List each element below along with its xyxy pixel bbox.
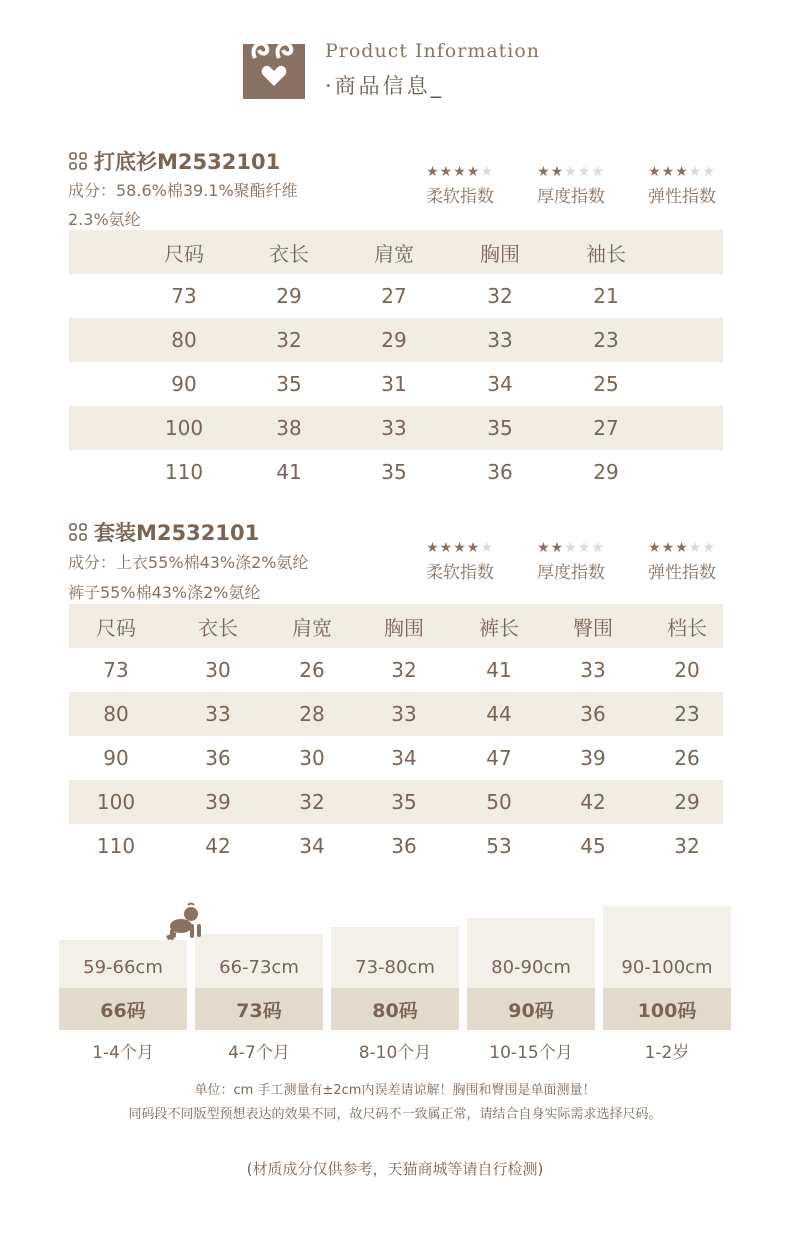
table-cell: 90: [171, 372, 197, 396]
star-rating: [627, 540, 737, 556]
table-cell: 33: [381, 416, 407, 440]
table-cell: 28: [299, 702, 325, 726]
table-header-cell: 衣长: [269, 241, 309, 266]
table-cell: 110: [164, 460, 204, 484]
size-bar: [195, 934, 323, 1030]
star-icon: ★: [661, 164, 676, 180]
table-cell: 27: [593, 416, 619, 440]
table-cell: 21: [593, 284, 619, 308]
star-icon: ★: [675, 164, 689, 180]
table-cell: 26: [299, 658, 325, 682]
star-icon: ★: [702, 540, 716, 556]
table-cell: 45: [580, 834, 606, 858]
note-line-1: 单位：cm 手工测量有±2cm内误差请谅解！胸围和臀围是单面测量！: [194, 1083, 596, 1098]
star-icon: ★: [453, 540, 467, 556]
footer-note: (材质成分仅供参考，天猫商城等请自行检测): [246, 1160, 544, 1178]
product-2-composition-2: 裤子55%棉43%涤2%氨纶: [68, 583, 261, 602]
size-code: 90码: [467, 988, 595, 1030]
table-cell: 35: [487, 416, 513, 440]
table-header-cell: 胸围: [480, 241, 520, 266]
size-age-range: 10-15个月: [489, 1043, 573, 1063]
table-header-cell: 肩宽: [374, 241, 414, 266]
table-row: [69, 824, 723, 868]
table-cell: 80: [171, 328, 197, 352]
star-icon: ★: [466, 164, 481, 180]
table-header-cell: 袖长: [586, 241, 626, 266]
table-cell: 20: [674, 658, 700, 682]
table-cell: 44: [486, 702, 512, 726]
rating-label: 弹性指数: [648, 187, 716, 207]
table-cell: 53: [486, 834, 512, 858]
star-icon: ★: [550, 540, 565, 556]
table-cell: 27: [381, 284, 407, 308]
product-2-name: 套装M2532101: [94, 521, 260, 545]
note-line-2: 同码段不同版型预想表达的效果不同，故尺码不一致属正常，请结合自身实际需求选择尺码。: [128, 1107, 662, 1122]
product-1-name: 打底衫M2532101: [94, 150, 281, 174]
table-cell: 32: [276, 328, 302, 352]
size-bar: [603, 906, 731, 1030]
table-cell: 33: [487, 328, 513, 352]
table-row: [69, 362, 723, 406]
star-icon: ★: [480, 164, 494, 180]
table-cell: 47: [486, 746, 512, 770]
size-height-range: 90-100cm: [603, 906, 731, 988]
star-icon: ★: [439, 540, 454, 556]
table-cell: 29: [276, 284, 302, 308]
star-icon: ★: [564, 164, 578, 180]
star-icon: ★: [550, 164, 565, 180]
header-title-cn: ·商品信息_: [325, 74, 445, 98]
size-code: 66码: [59, 988, 187, 1030]
star-icon: ★: [426, 164, 440, 180]
table-cell: 50: [486, 790, 512, 814]
star-icon: ★: [426, 540, 440, 556]
table-cell: 73: [103, 658, 129, 682]
table-cell: 26: [674, 746, 700, 770]
rating-label: 弹性指数: [648, 563, 716, 583]
table-header-cell: 胸围: [384, 615, 424, 640]
star-icon: ★: [564, 540, 578, 556]
table-cell: 39: [580, 746, 606, 770]
table-cell: 36: [391, 834, 417, 858]
product-1-size-table: [69, 230, 723, 494]
table-header-row: [69, 604, 723, 648]
star-icon: ★: [577, 540, 592, 556]
rating-2: [516, 164, 626, 207]
table-header-cell: 尺码: [164, 241, 204, 266]
table-row: [69, 648, 723, 692]
size-height-range: 80-90cm: [467, 918, 595, 988]
table-cell: 25: [593, 372, 619, 396]
star-rating: [405, 540, 515, 556]
star-icon: ★: [675, 540, 689, 556]
star-icon: ★: [702, 164, 716, 180]
table-header-cell: 尺码: [96, 615, 136, 640]
table-header-cell: 裤长: [479, 615, 519, 640]
table-row: [69, 406, 723, 450]
star-icon: ★: [648, 164, 662, 180]
size-code: 73码: [195, 988, 323, 1030]
table-cell: 30: [299, 746, 325, 770]
table-cell: 41: [276, 460, 302, 484]
star-rating: [516, 540, 626, 556]
table-cell: 35: [381, 460, 407, 484]
size-age-range: 8-10个月: [358, 1043, 432, 1063]
table-row: [69, 692, 723, 736]
size-age-range: 1-4个月: [92, 1043, 154, 1063]
table-cell: 32: [391, 658, 417, 682]
table-cell: 100: [164, 416, 204, 440]
table-row: [69, 274, 723, 318]
table-cell: 30: [205, 658, 231, 682]
rating-1: [405, 164, 515, 207]
star-icon: ★: [591, 540, 605, 556]
table-cell: 36: [205, 746, 231, 770]
table-cell: 42: [205, 834, 231, 858]
rating-2: [516, 540, 626, 583]
size-bar: [59, 940, 187, 1030]
table-cell: 110: [96, 834, 136, 858]
table-cell: 33: [391, 702, 417, 726]
size-age-range: 1-2岁: [644, 1043, 690, 1063]
table-cell: 80: [103, 702, 129, 726]
star-icon: ★: [661, 540, 676, 556]
star-icon: ★: [591, 164, 605, 180]
grid-icon: [68, 151, 88, 171]
rating-3: [627, 540, 737, 583]
table-header-cell: 臀围: [573, 615, 613, 640]
size-code: 100码: [603, 988, 731, 1030]
product-2-composition-1: 成分：上衣55%棉43%涤2%氨纶: [68, 553, 309, 572]
table-row: [69, 780, 723, 824]
size-bar: [467, 918, 595, 1030]
rating-label: 柔软指数: [426, 187, 494, 207]
table-cell: 36: [580, 702, 606, 726]
header-title-en: Product Information: [325, 40, 541, 62]
star-rating: [516, 164, 626, 180]
table-cell: 73: [171, 284, 197, 308]
product-1-title: [68, 146, 280, 176]
product-1-composition-1: 成分：58.6%棉39.1%聚酯纤维: [68, 181, 298, 200]
table-cell: 35: [276, 372, 302, 396]
table-cell: 29: [674, 790, 700, 814]
table-cell: 41: [486, 658, 512, 682]
table-cell: 31: [381, 372, 407, 396]
star-rating: [627, 164, 737, 180]
rating-label: 厚度指数: [537, 187, 605, 207]
rating-label: 厚度指数: [537, 563, 605, 583]
table-cell: 35: [391, 790, 417, 814]
crawling-baby-icon: [164, 902, 208, 942]
star-icon: ★: [439, 164, 454, 180]
size-height-range: 73-80cm: [331, 927, 459, 988]
table-cell: 23: [674, 702, 700, 726]
table-cell: 34: [391, 746, 417, 770]
size-bar: [331, 927, 459, 1030]
star-icon: ★: [480, 540, 494, 556]
star-rating: [405, 164, 515, 180]
table-header-cell: 档长: [667, 615, 707, 640]
shopping-bag-heart-icon: [243, 36, 305, 99]
table-row: [69, 318, 723, 362]
table-cell: 42: [580, 790, 606, 814]
size-height-range: 66-73cm: [195, 934, 323, 988]
table-cell: 32: [299, 790, 325, 814]
table-cell: 36: [487, 460, 513, 484]
table-header-row: [69, 230, 723, 274]
table-cell: 32: [487, 284, 513, 308]
size-height-range: 59-66cm: [59, 940, 187, 988]
size-age-range: 4-7个月: [228, 1043, 290, 1063]
size-code: 80码: [331, 988, 459, 1030]
table-cell: 33: [580, 658, 606, 682]
table-cell: 100: [96, 790, 136, 814]
table-row: [69, 450, 723, 494]
star-icon: ★: [466, 540, 481, 556]
table-cell: 90: [103, 746, 129, 770]
table-cell: 33: [205, 702, 231, 726]
table-cell: 38: [276, 416, 302, 440]
table-cell: 34: [299, 834, 325, 858]
table-cell: 29: [593, 460, 619, 484]
table-cell: 29: [381, 328, 407, 352]
star-icon: ★: [577, 164, 592, 180]
rating-1: [405, 540, 515, 583]
star-icon: ★: [453, 164, 467, 180]
star-icon: ★: [688, 164, 703, 180]
star-icon: ★: [688, 540, 703, 556]
table-header-cell: 肩宽: [292, 615, 332, 640]
product-1-composition-2: 2.3%氨纶: [68, 210, 141, 229]
product-2-title: [68, 517, 259, 547]
rating-3: [627, 164, 737, 207]
star-icon: ★: [537, 164, 551, 180]
table-row: [69, 736, 723, 780]
table-cell: 23: [593, 328, 619, 352]
table-header-cell: 衣长: [198, 615, 238, 640]
table-cell: 39: [205, 790, 231, 814]
grid-icon: [68, 522, 88, 542]
product-2-size-table: [69, 604, 723, 868]
rating-label: 柔软指数: [426, 563, 494, 583]
star-icon: ★: [537, 540, 551, 556]
star-icon: ★: [648, 540, 662, 556]
table-cell: 34: [487, 372, 513, 396]
table-cell: 32: [674, 834, 700, 858]
